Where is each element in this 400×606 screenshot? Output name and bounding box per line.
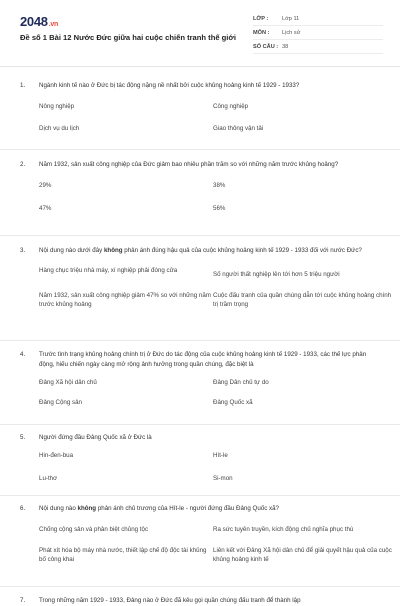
question-text-part: phản ánh chủ trương của Hít-le - người đứng đầu Đảng Quốc xã? [96,505,279,512]
question-item [0,496,400,587]
question-body [39,433,152,443]
question-text [0,150,400,170]
question-number: 7. [20,597,26,604]
answer-options [39,378,400,407]
answer-option[interactable]: Liên kết với Đảng Xã hội dân chủ để giải quyết hậu quả của cuộc khủng hoảng kinh tế [213,546,392,563]
answer-option[interactable]: 47% [39,204,52,212]
answer-option[interactable]: 38% [213,182,226,189]
meta-key: LỚP : [253,15,269,22]
meta-table [253,12,383,54]
meta-value: Lịch sử [282,29,301,36]
answer-option[interactable]: 29% [39,182,52,189]
answer-option[interactable]: Đảng Cộng sản [39,398,82,406]
question-list [0,66,400,606]
question-body [39,81,299,91]
question-body [39,246,362,256]
answer-option[interactable]: Đảng Dân chủ tự do [213,379,269,386]
answer-options [39,181,400,213]
question-text-part: phản ánh đúng hậu quả của cuộc khủng hoảng kinh tế 1929 - 1933 đối với nước Đức? [122,247,362,254]
meta-row-subject [253,26,383,40]
question-item [0,341,400,425]
answer-option[interactable]: Lu-thơ [39,474,58,482]
question-number: 4. [20,351,26,358]
answer-option[interactable]: Phát xít hóa bộ máy nhà nước, thiết lập chế độ độc tài khủng bố công khai [39,546,207,563]
question-text-part: Người đứng đầu Đảng Quốc xã ở Đức là [39,434,152,441]
meta-key: SỐ CÂU : [253,43,279,50]
meta-value: 38 [282,43,289,50]
question-text-part: Năm 1932, sản xuất công nghiệp của Đức giảm bao nhiêu phần trăm so với những năm trước khủng hoảng? [39,161,339,168]
page-title: Đề số 1 Bài 12 Nước Đức giữa hai cuộc chiến tranh thế giới [20,33,236,42]
answer-options [39,525,400,565]
question-text-part: Nội dung nào [39,505,78,512]
answer-option[interactable]: Số người thất nghiệp lên tới hơn 5 triệu người [213,271,340,278]
site-logo[interactable] [20,14,58,29]
answer-options [39,451,400,483]
question-text [0,587,400,606]
answer-option[interactable]: Chống cộng sản và phân biệt chủng tộc [39,526,149,533]
question-item [0,66,400,150]
answer-option[interactable]: Năm 1932, sản xuất công nghiệp giảm 47% so với những năm trước khủng hoảng [39,291,211,308]
question-body [39,504,279,514]
meta-key: MÔN : [253,29,270,36]
logo-suffix: .vn [48,21,58,28]
question-number: 5. [20,434,26,441]
header [0,0,400,67]
answer-option[interactable]: Hàng chục triệu nhà máy, xí nghiệp phải đóng cửa [39,267,178,274]
answer-option[interactable]: Si-mon [213,474,233,482]
question-text [0,66,400,91]
answer-options [39,266,400,310]
answer-option[interactable]: 56% [213,204,226,212]
question-emphasis: không [103,247,123,254]
logo-text: 2048 [20,14,48,29]
meta-value: Lớp 11 [282,15,300,22]
question-text-part: Trước tình trạng khủng hoảng chính trị ở Đức do tác động của cuộc khủng hoảng kinh tế 1929 - 1933, các thế lực phản động, hiếu chiến ngày càng mở rộng ảnh hưởng trong quần chúng, đặc biệt là [39,351,367,368]
question-item [0,150,400,236]
question-number: 2. [20,161,26,168]
answer-option[interactable]: Ra sức tuyên truyền, kích động chủ nghĩa phục thù [213,526,354,533]
meta-row-class [253,12,383,26]
question-number: 3. [20,247,26,254]
question-emphasis: không [77,505,97,512]
question-text-part: Trong những năm 1929 - 1933, Đảng nào ở Đức đã kêu gọi quần chúng đấu tranh để thành lập [39,597,301,604]
question-text [0,341,400,370]
question-body [39,160,338,170]
answer-option[interactable]: Hít-le [213,452,228,459]
question-text [0,425,400,443]
question-number: 1. [20,82,26,89]
answer-option[interactable]: Hin-đen-bua [39,452,74,459]
question-text [0,236,400,256]
question-number: 6. [20,505,26,512]
question-item [0,587,400,606]
question-item [0,425,400,496]
answer-option[interactable]: Đảng Quốc xã [213,398,253,406]
question-item [0,236,400,341]
answer-option[interactable]: Cuộc đấu tranh của quần chúng dẫn tới cuộc khủng hoảng chính trị trầm trọng [213,291,392,308]
question-text [0,496,400,514]
answer-option[interactable]: Đảng Xã hội dân chủ [39,379,97,386]
answer-option[interactable]: Công nghiệp [213,103,249,110]
answer-option[interactable]: Dịch vụ du lịch [39,124,80,132]
question-body [39,350,382,370]
answer-option[interactable]: Nông nghiệp [39,103,75,110]
question-text-part: Nội dung nào dưới đây [39,247,104,254]
answer-option[interactable]: Giao thông vận tải [213,124,264,132]
question-body [39,596,301,606]
meta-row-count [253,40,383,54]
answer-options [39,102,400,133]
question-text-part: Ngành kinh tế nào ở Đức bị tác động nặng nề nhất bởi cuộc khủng hoảng kinh tế 1929 - 1933? [39,82,300,89]
